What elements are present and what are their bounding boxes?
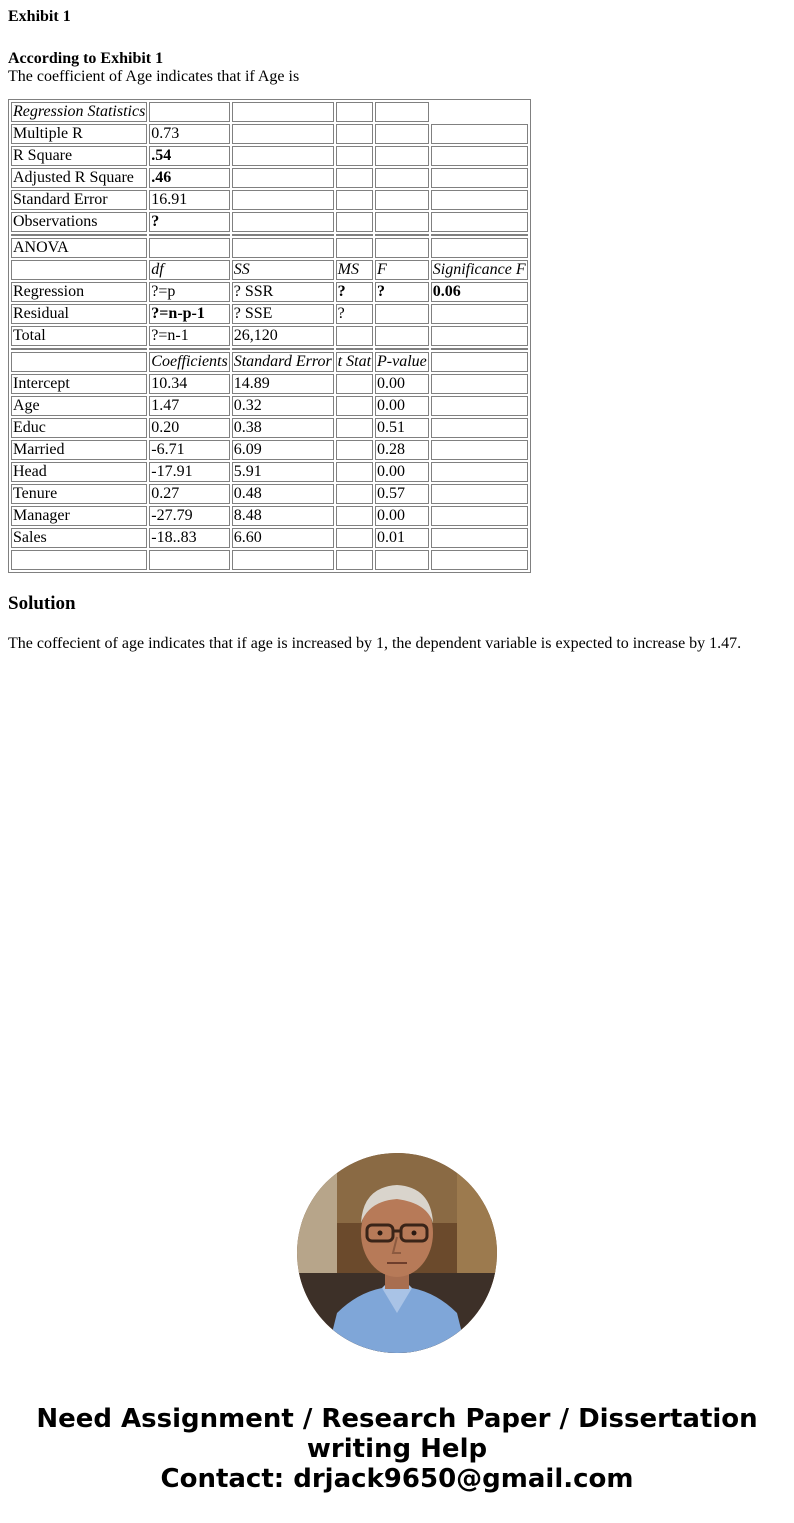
standard-error-cell: 5.91: [232, 462, 334, 482]
coefficient-cell: 0.27: [149, 484, 229, 504]
table-cell: [375, 326, 429, 346]
document-body: [8, 0, 786, 653]
stat-label: Adjusted R Square: [11, 168, 147, 188]
table-row: [11, 396, 528, 416]
p-value-cell: 0.57: [375, 484, 429, 504]
table-row: [11, 462, 528, 482]
table-row: [11, 238, 528, 258]
question-text: The coefficient of Age indicates that if Age is: [8, 68, 300, 85]
column-header: Significance F: [432, 261, 526, 278]
coefficient-cell: -18..83: [149, 528, 229, 548]
stats-heading: Regression Statistics: [13, 103, 146, 120]
coef-row-label: Intercept: [11, 374, 147, 394]
table-separator: [11, 234, 528, 236]
column-header: t Stat: [337, 353, 372, 370]
table-row: [11, 124, 528, 144]
coefficient-cell: -27.79: [149, 506, 229, 526]
t-stat-cell: [336, 418, 373, 438]
banner-line-3: Contact: drjack9650@gmail.com: [160, 1464, 634, 1494]
table-cell: [336, 326, 373, 346]
coef-row-label: Married: [11, 440, 147, 460]
stat-label: Multiple R: [11, 124, 147, 144]
standard-error-cell: 6.09: [232, 440, 334, 460]
table-cell: [431, 396, 528, 416]
solution-heading: Solution: [8, 593, 76, 614]
table-cell: [431, 440, 528, 460]
anova-row-label: Regression: [11, 282, 147, 302]
table-row: [11, 168, 528, 188]
table-separator: [11, 348, 528, 350]
table-row: [11, 102, 528, 122]
table-row: [11, 352, 528, 372]
p-value-cell: 0.01: [375, 528, 429, 548]
avatar: [297, 1153, 497, 1353]
t-stat-cell: [336, 374, 373, 394]
stat-value: 16.91: [149, 190, 229, 210]
exhibit-title: Exhibit 1: [8, 8, 71, 25]
contact-banner: [0, 1404, 794, 1494]
banner-line-1: Need Assignment / Research Paper / Dissertation: [36, 1404, 758, 1434]
p-value-cell: 0.00: [375, 506, 429, 526]
standard-error-cell: 6.60: [232, 528, 334, 548]
t-stat-cell: [336, 506, 373, 526]
coef-row-label: Manager: [11, 506, 147, 526]
stat-label: Standard Error: [11, 190, 147, 210]
table-row: [11, 212, 528, 232]
table-row: [11, 190, 528, 210]
table-row: [11, 304, 528, 324]
coefficient-cell: 1.47: [149, 396, 229, 416]
table-cell: [431, 462, 528, 482]
table-cell: [431, 484, 528, 504]
p-value-cell: 0.00: [375, 374, 429, 394]
solution-text: The coffecient of age indicates that if age is increased by 1, the dependent variable is expected to increase by 1.47.: [8, 635, 742, 652]
table-cell: 26,120: [232, 326, 334, 346]
standard-error-cell: 8.48: [232, 506, 334, 526]
table-cell: [431, 326, 528, 346]
column-header: df: [149, 260, 229, 280]
table-cell: [431, 304, 528, 324]
table-cell: ?: [375, 282, 429, 302]
coef-row-label: Age: [11, 396, 147, 416]
t-stat-cell: [336, 462, 373, 482]
table-row: [11, 374, 528, 394]
t-stat-cell: [336, 528, 373, 548]
anova-heading: ANOVA: [11, 238, 147, 258]
coef-row-label: Sales: [11, 528, 147, 548]
table-row: [11, 146, 528, 166]
table-cell: ?: [336, 304, 373, 324]
table-row: [11, 282, 528, 302]
coef-row-label: Head: [11, 462, 147, 482]
anova-row-label: Total: [11, 326, 147, 346]
anova-row-label: Residual: [11, 304, 147, 324]
stat-value: .46: [149, 168, 229, 188]
according-heading: According to Exhibit 1: [8, 50, 164, 67]
table-row: [11, 528, 528, 548]
coef-row-label: Tenure: [11, 484, 147, 504]
standard-error-cell: 14.89: [232, 374, 334, 394]
t-stat-cell: [336, 484, 373, 504]
table-cell: 0.06: [431, 282, 528, 302]
standard-error-cell: 0.38: [232, 418, 334, 438]
table-cell: [375, 304, 429, 324]
stat-label: Observations: [11, 212, 147, 232]
banner-line-2: writing Help: [306, 1434, 488, 1464]
table-row: [11, 260, 528, 280]
coef-row-label: Educ: [11, 418, 147, 438]
column-header: F: [375, 260, 429, 280]
table-cell: [431, 374, 528, 394]
standard-error-cell: 0.48: [232, 484, 334, 504]
table-cell: ? SSR: [232, 282, 334, 302]
p-value-cell: 0.00: [375, 462, 429, 482]
table-cell: ?=n-p-1: [149, 304, 229, 324]
coefficient-cell: 0.20: [149, 418, 229, 438]
p-value-cell: 0.51: [375, 418, 429, 438]
stat-value: ?: [149, 212, 229, 232]
table-cell: ?=n-1: [149, 326, 229, 346]
table-cell: [431, 418, 528, 438]
t-stat-cell: [336, 440, 373, 460]
table-row: [11, 506, 528, 526]
column-header: SS: [232, 260, 334, 280]
table-row: [11, 326, 528, 346]
table-row: [11, 484, 528, 504]
coefficients-body: [11, 374, 528, 548]
column-header: Standard Error: [233, 353, 332, 370]
column-header: P-value: [377, 353, 427, 370]
column-header: Coefficients: [151, 353, 228, 370]
table-row: [11, 440, 528, 460]
table-cell: [431, 528, 528, 548]
stat-value: .54: [149, 146, 229, 166]
t-stat-cell: [336, 396, 373, 416]
portrait-image: [297, 1153, 497, 1353]
p-value-cell: 0.00: [375, 396, 429, 416]
p-value-cell: 0.28: [375, 440, 429, 460]
stat-label: R Square: [11, 146, 147, 166]
coefficient-cell: 10.34: [149, 374, 229, 394]
table-row: [11, 418, 528, 438]
standard-error-cell: 0.32: [232, 396, 334, 416]
regression-output-table: [8, 99, 531, 573]
coefficient-cell: -17.91: [149, 462, 229, 482]
coefficient-cell: -6.71: [149, 440, 229, 460]
column-header: MS: [336, 260, 373, 280]
table-cell: ?: [336, 282, 373, 302]
table-cell: ? SSE: [232, 304, 334, 324]
table-cell: ?=p: [149, 282, 229, 302]
stat-value: 0.73: [149, 124, 229, 144]
table-row: [11, 550, 528, 570]
table-cell: [431, 506, 528, 526]
